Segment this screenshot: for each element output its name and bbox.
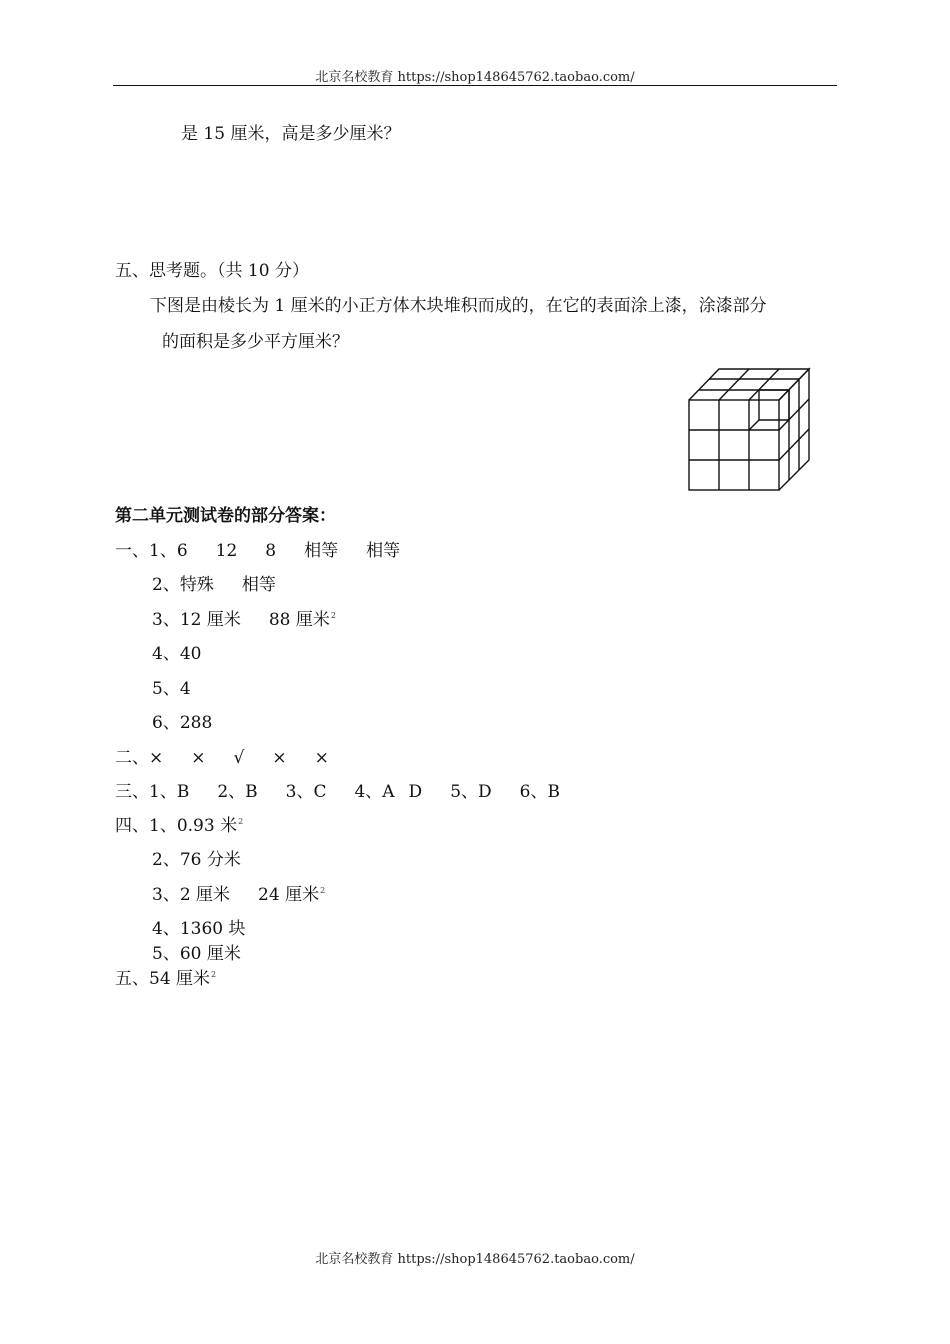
page-header: 北京名校教育 https://shop148645762.taobao.com/: [315, 70, 635, 85]
answer-one-q2: 2、特殊 相等: [152, 575, 276, 595]
section5-line1: 下图是由棱长为 1 厘米的小正方体木块堆积而成的，在它的表面涂上漆，涂漆部分: [150, 296, 767, 316]
section5-line2: 的面积是多少平方厘米？: [162, 332, 349, 352]
answer-five: 五、54 厘米$^2$: [115, 969, 217, 989]
cube-front-face: [689, 400, 779, 490]
answer-four-q4: 4、1360 块: [152, 919, 246, 939]
answer-two: 二、× × √ × ×: [115, 748, 329, 768]
answer-one-q4: 4、40: [152, 644, 202, 664]
answer-four-q1: 四、1、0.93 米$^2$: [115, 816, 244, 836]
answer-one-q3: 3、12 厘米 88 厘米$^2$: [152, 610, 336, 630]
header-rule: [113, 85, 837, 86]
answer-three: 三、1、B 2、B 3、C 4、A D 5、D 6、B: [115, 782, 560, 802]
cube-stack-figure: [686, 366, 814, 494]
page-footer: 北京名校教育 https://shop148645762.taobao.com/: [315, 1252, 635, 1267]
answer-one-q5: 5、4: [152, 679, 191, 699]
answer-four-q2: 2、76 分米: [152, 850, 241, 870]
answer-one-q1: 一、1、6 12 8 相等 相等: [115, 541, 401, 561]
answers-title: 第二单元测试卷的部分答案：: [115, 506, 336, 526]
section5-title: 五、思考题。（共 10 分）: [115, 261, 309, 281]
answer-one-q6: 6、288: [152, 713, 213, 733]
problem-continuation: 是 15 厘米，高是多少厘米？: [181, 124, 401, 144]
answer-four-q3: 3、2 厘米 24 厘米$^2$: [152, 885, 326, 905]
answer-four-q5: 5、60 厘米: [152, 944, 241, 964]
